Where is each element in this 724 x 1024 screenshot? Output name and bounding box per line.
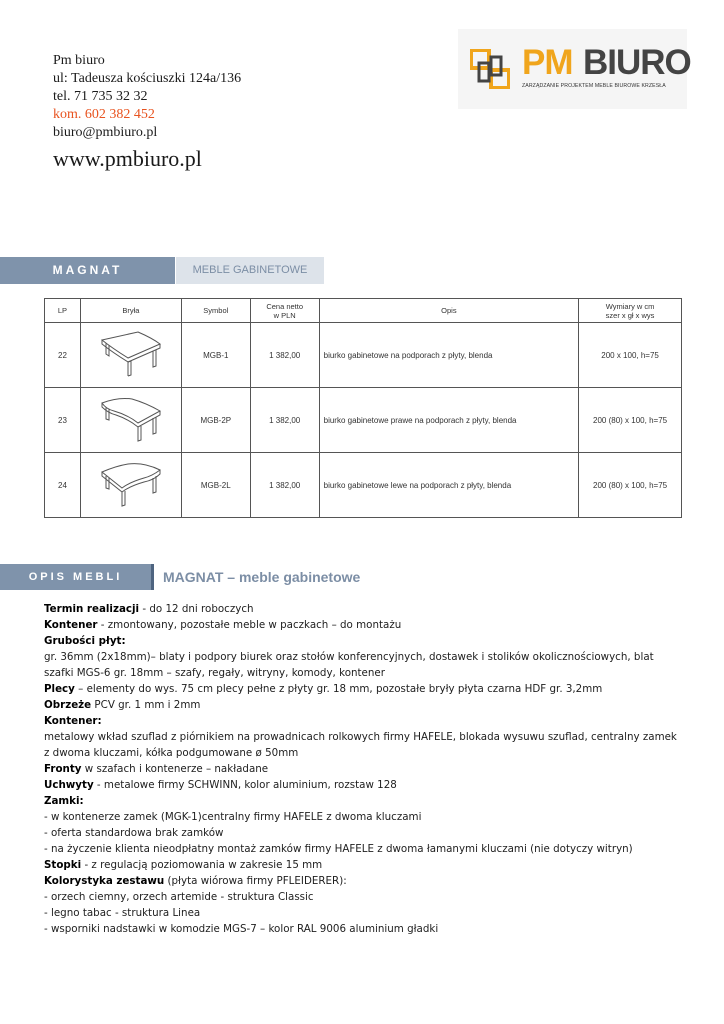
section-header (0, 257, 324, 284)
row-price: 1 382,00 (250, 453, 319, 518)
row-desc: biurko gabinetowe na podporach z płyty, blenda (319, 323, 579, 388)
table-header-row (45, 299, 682, 323)
row-dims: 200 (80) x 100, h=75 (579, 453, 682, 518)
specification-text (44, 601, 684, 937)
spec-kolor-3: - wsporniki nadstawki w komodzie MGS-7 – kolor RAL 9006 aluminium gładki (44, 923, 439, 935)
series-tab: MAGNAT (0, 257, 175, 284)
logo-mark-icon (470, 49, 510, 89)
description-header (0, 564, 360, 590)
spec-zamki: Zamki: (44, 795, 84, 807)
spec-zamki-3: - na życzenie klienta nieodpłatny montaż zamków firmy HAFELE z dwoma łamanymi kluczami (nie dotyczy witryn) (44, 843, 633, 855)
header-lp: LP (45, 299, 81, 323)
spec-kontener2: Kontener: (44, 715, 102, 727)
desk-image (80, 388, 181, 453)
category-tab: MEBLE GABINETOWE (176, 257, 324, 284)
header-symbol: Symbol (181, 299, 250, 323)
header-price: Cena netto w PLN (250, 299, 319, 323)
spec-zamki-1: - w kontenerze zamek (MGK-1)centralny firmy HAFELE z dwoma kluczami (44, 811, 422, 823)
header-dims: Wymiary w cm szer x gł x wys (579, 299, 682, 323)
company-name: Pm biuro (53, 53, 105, 68)
spec-kolor-1: - orzech ciemny, orzech artemide - struktura Classic (44, 891, 314, 903)
address: ul: Tadeusza kościuszki 124a/136 (53, 71, 242, 86)
row-lp: 22 (45, 323, 81, 388)
table-row (45, 323, 682, 388)
header-divider (151, 564, 154, 590)
row-desc: biurko gabinetowe lewe na podporach z płyty, blenda (319, 453, 579, 518)
row-price: 1 382,00 (250, 388, 319, 453)
spec-kontener: Kontener - zmontowany, pozostałe meble w paczkach – do montażu (44, 619, 402, 631)
desk-straight-icon (98, 328, 164, 380)
logo-tagline: ZARZĄDZANIE PROJEKTEM MEBLE BIUROWE KRZESŁA (522, 83, 666, 89)
pmbiuro-logo (458, 29, 691, 109)
spec-zamki-2: - oferta standardowa brak zamków (44, 827, 224, 839)
desk-left-icon (98, 458, 164, 510)
contact-block (53, 52, 241, 174)
row-price: 1 382,00 (250, 323, 319, 388)
product-table (44, 298, 682, 518)
spec-kolor: Kolorystyka zestawu (płyta wiórowa firmy PFLEIDERER): (44, 875, 347, 887)
logo-pm-text: PM (522, 43, 573, 82)
row-desc: biurko gabinetowe prawe na podporach z płyty, blenda (319, 388, 579, 453)
email: biuro@pmbiuro.pl (53, 125, 158, 140)
spec-grubosci-text: gr. 36mm (2x18mm)– blaty i podpory biurek oraz stołów konferencyjnych, dostawek i stolików okolicznościowych, blat szafki MGS-6 gr. 18mm – szafy, regały, witryny, komody, kontener (44, 651, 654, 679)
spec-kontener2-text: metalowy wkład szuflad z piórnikiem na prowadnicach rolkowych firmy HAFELE, blokada wysuwu szuflad, centralny zamek z dwoma kluczami, kółka podgumowane ø 50mm (44, 731, 677, 759)
table-row (45, 388, 682, 453)
row-symbol: MGB-2L (181, 453, 250, 518)
desk-image (80, 453, 181, 518)
row-dims: 200 x 100, h=75 (579, 323, 682, 388)
spec-uchwyty: Uchwyty - metalowe firmy SCHWINN, kolor aluminium, rozstaw 128 (44, 779, 397, 791)
website: www.pmbiuro.pl (53, 146, 202, 171)
spec-grubosci: Grubości płyt: (44, 635, 126, 647)
spec-stopki: Stopki - z regulacją poziomowania w zakresie 15 mm (44, 859, 323, 871)
row-lp: 23 (45, 388, 81, 453)
desk-image (80, 323, 181, 388)
spec-termin: Termin realizacji - do 12 dni roboczych (44, 603, 254, 615)
spec-obrzeze: Obrzeże PCV gr. 1 mm i 2mm (44, 699, 201, 711)
spec-fronty: Fronty w szafach i kontenerze – nakładane (44, 763, 269, 775)
spec-kolor-2: - legno tabac - struktura Linea (44, 907, 201, 919)
spec-plecy: Plecy – elementy do wys. 75 cm plecy pełne z płyty gr. 18 mm, pozostałe bryły płyta czarna HDF gr. 3,2mm (44, 683, 603, 695)
phone: tel. 71 735 32 32 (53, 89, 148, 104)
row-symbol: MGB-2P (181, 388, 250, 453)
description-title: MAGNAT – meble gabinetowe (163, 569, 361, 585)
header-bryla: Bryła (80, 299, 181, 323)
desk-right-icon (98, 393, 164, 445)
logo-biuro-text: BIURO (583, 43, 691, 82)
row-lp: 24 (45, 453, 81, 518)
header-desc: Opis (319, 299, 579, 323)
mobile: kom. 602 382 452 (53, 107, 155, 122)
table-row (45, 453, 682, 518)
description-label: OPIS MEBLI (0, 564, 151, 590)
row-dims: 200 (80) x 100, h=75 (579, 388, 682, 453)
row-symbol: MGB-1 (181, 323, 250, 388)
